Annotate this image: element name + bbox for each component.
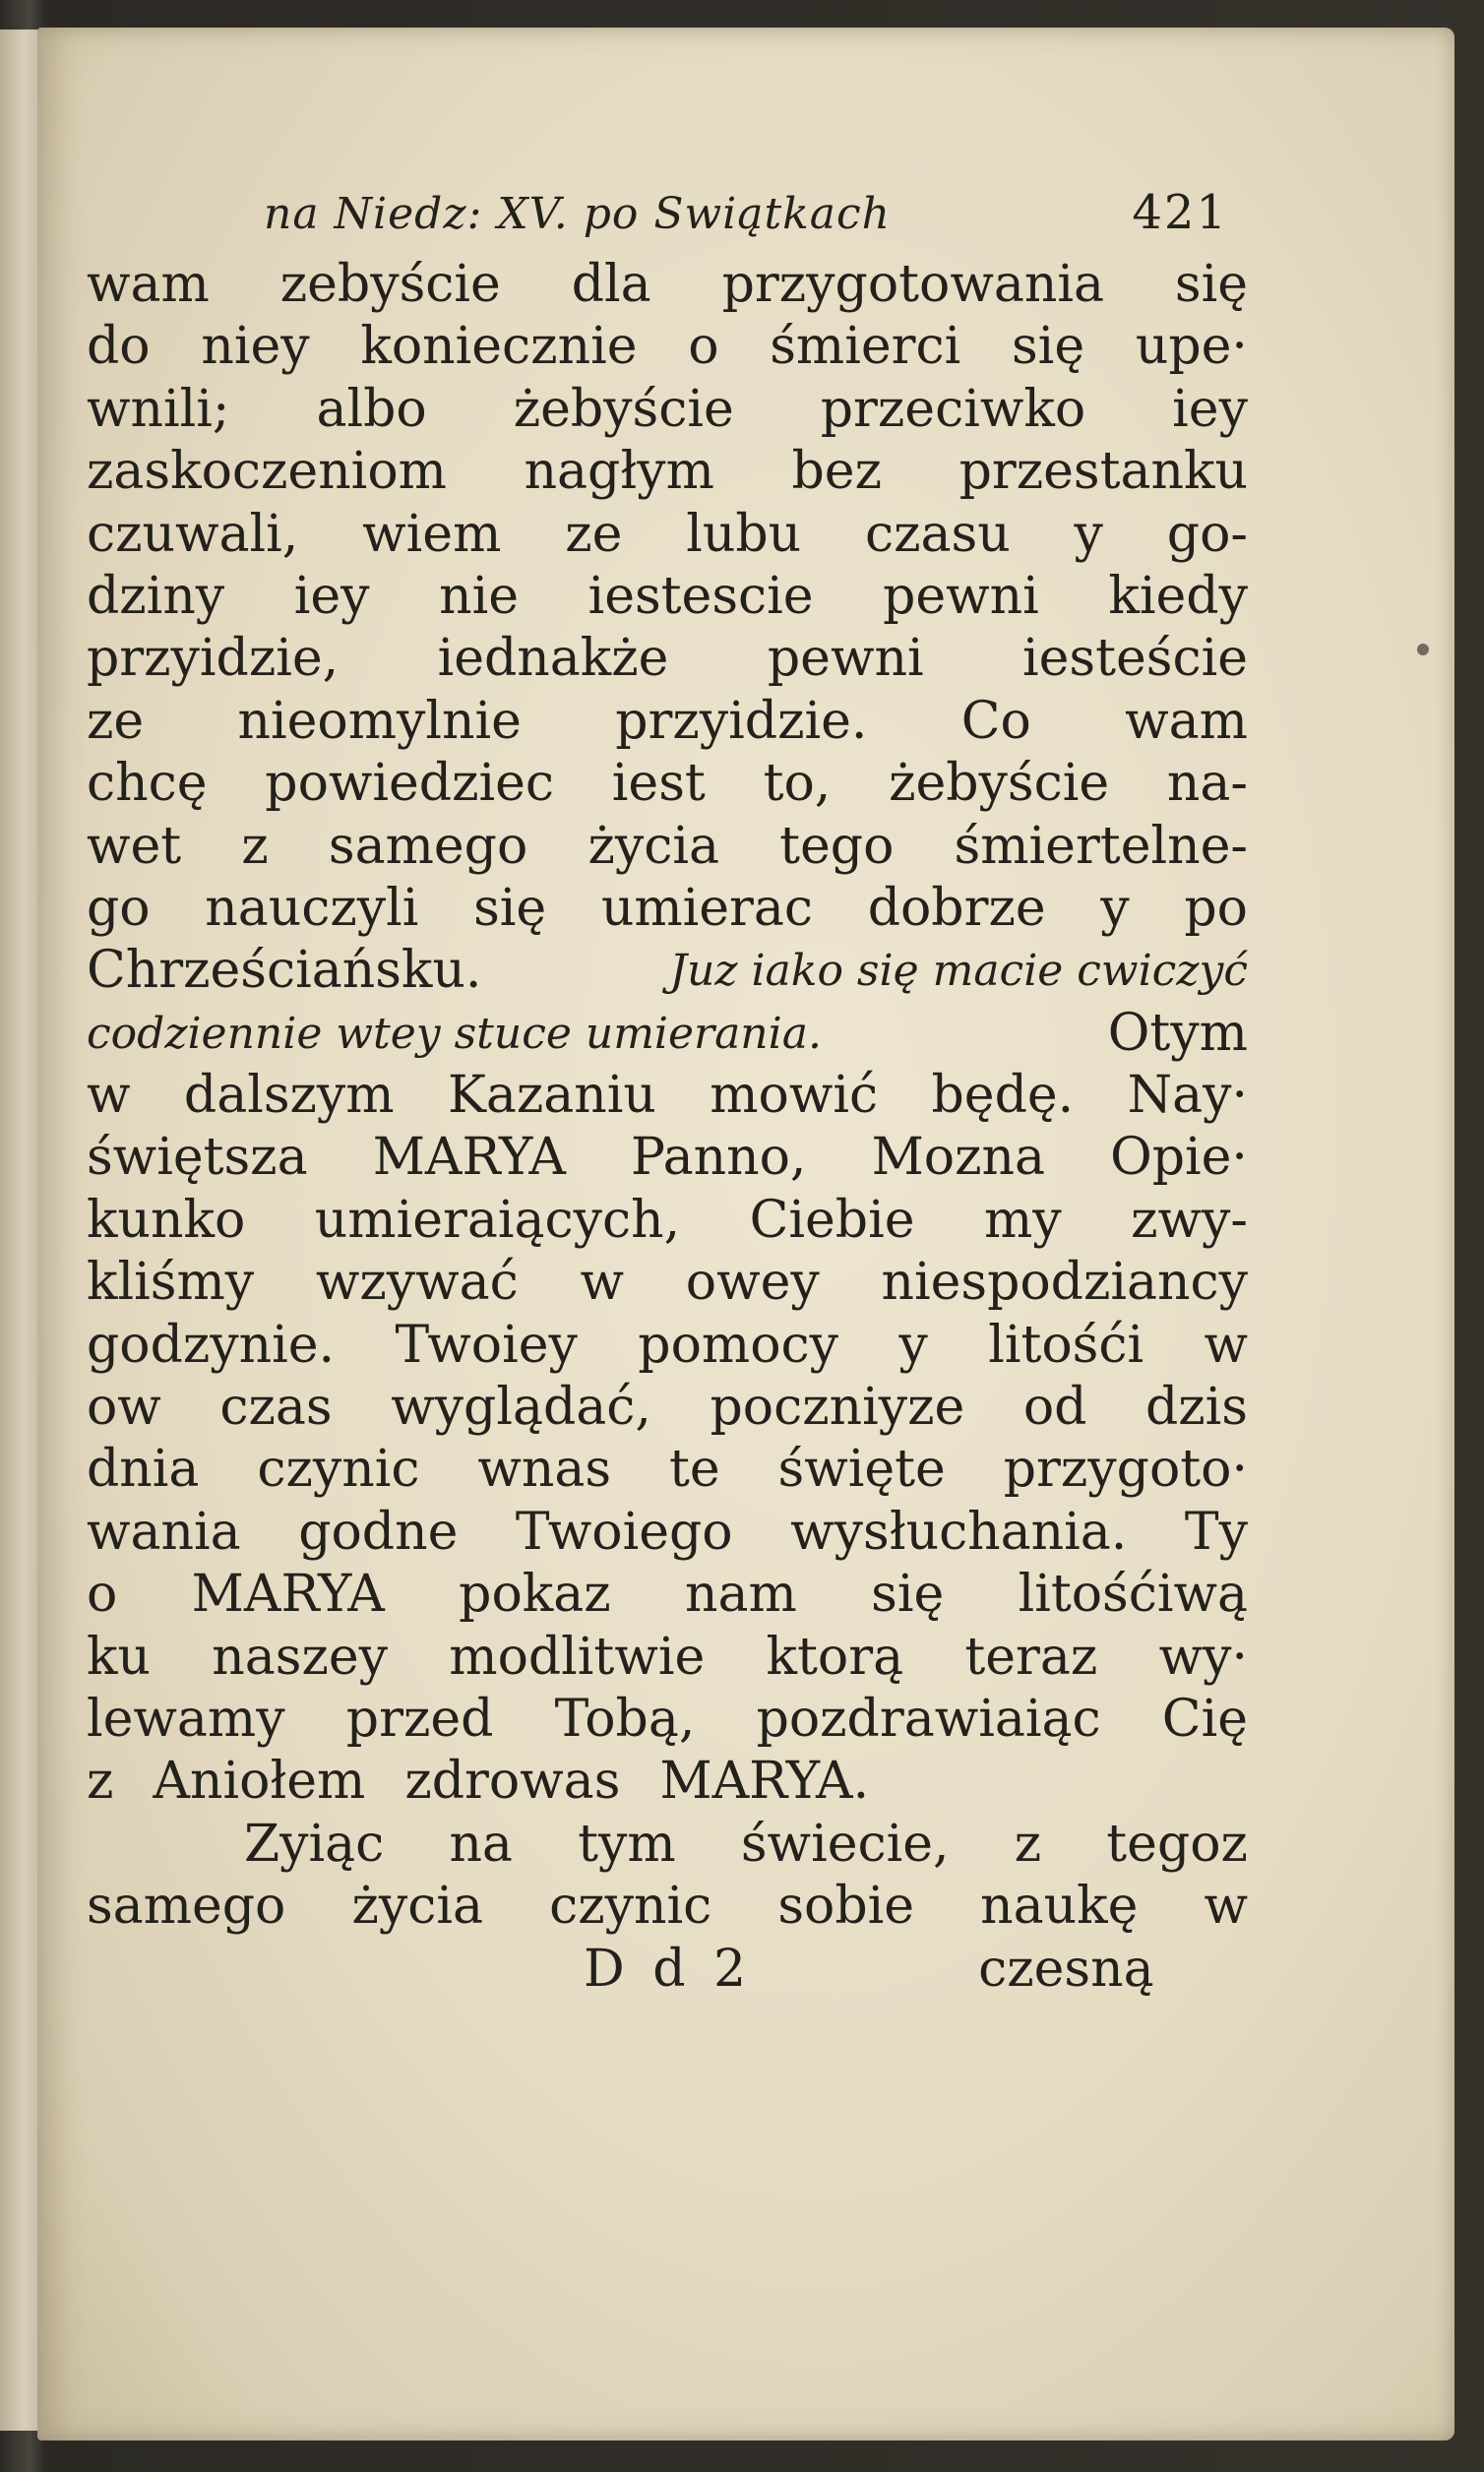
word: poczniyze xyxy=(710,1378,965,1438)
word: te xyxy=(668,1440,720,1500)
word: przygotowania xyxy=(721,255,1104,314)
word: śmierci xyxy=(770,317,961,377)
signature-mark: D d 2 xyxy=(584,1939,753,1999)
text-line xyxy=(87,691,1248,753)
word: iey xyxy=(293,566,370,626)
book-page xyxy=(37,28,1454,2441)
text-line xyxy=(87,441,1248,503)
word: codziennie wtey stuce umierania. xyxy=(87,1008,822,1059)
word: wam xyxy=(1125,691,1248,751)
word: y xyxy=(1100,878,1130,938)
text-line xyxy=(87,878,1248,940)
word: z xyxy=(87,1752,114,1812)
text-line xyxy=(87,1876,1248,1938)
word: nam xyxy=(685,1565,797,1625)
word: Tobą, xyxy=(554,1689,696,1749)
word: wania xyxy=(87,1502,241,1562)
word: go- xyxy=(1166,504,1248,564)
word: Mozna xyxy=(871,1128,1046,1188)
word: nauczyli xyxy=(205,878,419,938)
word: modlitwie xyxy=(449,1627,706,1687)
word: owey xyxy=(685,1253,820,1313)
text-line xyxy=(87,628,1248,690)
word: świętsza xyxy=(87,1128,308,1188)
word: na- xyxy=(1166,754,1248,814)
word: Twoiey xyxy=(395,1315,578,1375)
word: pewni xyxy=(883,566,1039,626)
running-head-title: na Niedz: XV. po Swiątkach xyxy=(264,189,892,239)
word: niespodziancy xyxy=(881,1253,1248,1313)
word: przyidzie, xyxy=(87,629,340,689)
word: dalszym xyxy=(183,1066,395,1126)
word: dziny xyxy=(87,566,225,626)
word: czuwali, xyxy=(87,504,299,564)
word: życia xyxy=(351,1877,483,1937)
word: wzywać xyxy=(315,1253,519,1313)
word: powiedziec xyxy=(265,754,555,814)
word: iednakże xyxy=(437,629,669,689)
word: chcę xyxy=(87,754,208,814)
text-line xyxy=(87,566,1248,628)
word: go xyxy=(87,878,151,938)
word: przed xyxy=(345,1689,494,1749)
text-line xyxy=(87,1190,1248,1252)
word: y xyxy=(1074,504,1103,564)
word: kunko xyxy=(87,1190,246,1250)
word: w xyxy=(1204,1877,1248,1937)
text-line xyxy=(87,1065,1248,1127)
word: nagłym xyxy=(524,442,714,502)
word: MARYA xyxy=(191,1565,385,1625)
word: Otym xyxy=(1107,1003,1248,1063)
word: w xyxy=(1204,1315,1248,1375)
text-line xyxy=(87,753,1248,815)
word: MARYA. xyxy=(659,1752,870,1812)
text-line xyxy=(87,1377,1248,1439)
word: ze xyxy=(565,504,623,564)
text-line xyxy=(87,316,1248,378)
word: Kazaniu xyxy=(447,1066,656,1126)
text-line xyxy=(87,1127,1248,1189)
word: po xyxy=(1184,878,1248,938)
word: albo xyxy=(316,379,427,439)
word: teraz xyxy=(964,1627,1098,1687)
running-head xyxy=(87,185,1248,254)
catchword: czesną xyxy=(978,1939,1154,1999)
word: Juz iako się macie cwiczyć xyxy=(669,946,1248,997)
text-line xyxy=(87,1627,1248,1689)
word: wnas xyxy=(477,1440,612,1500)
word: czasu xyxy=(865,504,1011,564)
word: iey xyxy=(1172,379,1248,439)
word: wyglądać, xyxy=(391,1378,651,1438)
word: Twoiego xyxy=(515,1502,733,1562)
word: Ty xyxy=(1184,1502,1248,1562)
word: zdrowas xyxy=(404,1752,621,1812)
body-text xyxy=(87,254,1248,1939)
word: lubu xyxy=(686,504,802,564)
word: samego xyxy=(328,816,528,876)
text-line xyxy=(87,379,1248,441)
word: żebyście xyxy=(889,754,1110,814)
text-line xyxy=(87,1502,1248,1564)
word: ku xyxy=(87,1627,151,1687)
word: świecie, xyxy=(740,1814,950,1874)
word: niey xyxy=(201,317,310,377)
word: pewni xyxy=(767,629,924,689)
word: z xyxy=(241,816,269,876)
word: na xyxy=(449,1814,513,1874)
word: kiedy xyxy=(1108,566,1248,626)
word: o xyxy=(688,317,719,377)
word: tym xyxy=(578,1814,676,1874)
word: tegoz xyxy=(1106,1814,1248,1874)
text-line xyxy=(87,1439,1248,1501)
word: pokaz xyxy=(459,1565,611,1625)
word: wy· xyxy=(1158,1627,1248,1687)
word: ow xyxy=(87,1378,161,1438)
word: Cię xyxy=(1161,1689,1248,1749)
word: przeciwko xyxy=(820,379,1086,439)
word: Nay· xyxy=(1127,1066,1248,1126)
word: naszey xyxy=(212,1627,388,1687)
word: się xyxy=(473,878,547,938)
word: umierac xyxy=(600,878,814,938)
word: nieomylnie xyxy=(237,691,522,751)
ink-speck xyxy=(1417,644,1429,655)
word: wam xyxy=(87,255,210,314)
word: dzis xyxy=(1144,1378,1248,1438)
word: samego xyxy=(87,1877,286,1937)
word: Opie· xyxy=(1110,1128,1248,1188)
word: dnia xyxy=(87,1440,200,1500)
word: bez xyxy=(791,442,882,502)
word: przestanku xyxy=(958,442,1248,502)
word: śmiertelne- xyxy=(954,816,1248,876)
word: nie xyxy=(439,566,519,626)
word: godzynie. xyxy=(87,1315,336,1375)
word: się xyxy=(1012,317,1085,377)
word: ktorą xyxy=(766,1627,904,1687)
word: kliśmy xyxy=(87,1253,255,1313)
word: w xyxy=(87,1066,131,1126)
word: Aniołem xyxy=(153,1752,366,1812)
word: my xyxy=(983,1190,1062,1250)
word: przyidzie. xyxy=(615,691,868,751)
word: wet xyxy=(87,816,182,876)
word: zebyście xyxy=(279,255,501,314)
word: Ciebie xyxy=(749,1190,915,1250)
word: wysłuchania. xyxy=(790,1502,1128,1562)
page-text xyxy=(87,185,1248,2001)
word: zaskoczeniom xyxy=(87,442,447,502)
text-line xyxy=(87,1751,1248,1813)
word: w xyxy=(580,1253,625,1313)
word: od xyxy=(1022,1378,1087,1438)
word: dobrze xyxy=(867,878,1046,938)
word: czynic xyxy=(549,1877,712,1937)
word: mowić xyxy=(710,1066,879,1126)
word: litośći xyxy=(988,1315,1144,1375)
word: będę. xyxy=(931,1066,1075,1126)
word: żebyście xyxy=(513,379,734,439)
word: zwy- xyxy=(1131,1190,1248,1250)
text-line xyxy=(87,1252,1248,1314)
text-line xyxy=(87,1003,1248,1065)
word: pozdrawiaiąc xyxy=(756,1689,1101,1749)
word: wiem xyxy=(362,504,502,564)
word: o xyxy=(87,1565,118,1625)
word: lewamy xyxy=(87,1689,285,1749)
word: przygoto· xyxy=(1003,1440,1248,1500)
word: Zyiąc xyxy=(244,1814,385,1874)
text-line xyxy=(87,816,1248,878)
word: y xyxy=(898,1315,928,1375)
word: Chrześciańsku. xyxy=(87,941,482,1001)
word: ze xyxy=(87,691,145,751)
word: czynic xyxy=(257,1440,420,1500)
text-line xyxy=(87,1689,1248,1751)
word: Co xyxy=(960,691,1031,751)
word: wnili; xyxy=(87,379,230,439)
text-line xyxy=(87,1814,1248,1876)
text-line xyxy=(87,940,1248,1002)
word: to, xyxy=(763,754,832,814)
text-line xyxy=(87,254,1248,316)
word: do xyxy=(87,317,151,377)
text-line xyxy=(87,1564,1248,1626)
text-line xyxy=(87,1315,1248,1377)
word: święte xyxy=(777,1440,946,1500)
word: się xyxy=(1174,255,1248,314)
word: koniecznie xyxy=(360,317,638,377)
word: godne xyxy=(298,1502,459,1562)
word: się xyxy=(871,1565,945,1625)
word: czas xyxy=(219,1378,333,1438)
word: iesteście xyxy=(1022,629,1248,689)
word: iestescie xyxy=(587,566,814,626)
word: tego xyxy=(779,816,895,876)
word: umieraiących, xyxy=(314,1190,681,1250)
word: upe· xyxy=(1135,317,1248,377)
word: Panno, xyxy=(630,1128,807,1188)
word: naukę xyxy=(980,1877,1139,1937)
word: MARYA xyxy=(372,1128,566,1188)
word: pomocy xyxy=(638,1315,839,1375)
word: z xyxy=(1014,1814,1042,1874)
word: iest xyxy=(611,754,706,814)
word: sobie xyxy=(777,1877,915,1937)
catch-line xyxy=(87,1939,1248,2001)
word: życia xyxy=(587,816,719,876)
word: litośćiwą xyxy=(1018,1565,1248,1625)
text-line xyxy=(87,504,1248,566)
word: dla xyxy=(571,255,651,314)
page-number: 421 xyxy=(1132,185,1228,240)
